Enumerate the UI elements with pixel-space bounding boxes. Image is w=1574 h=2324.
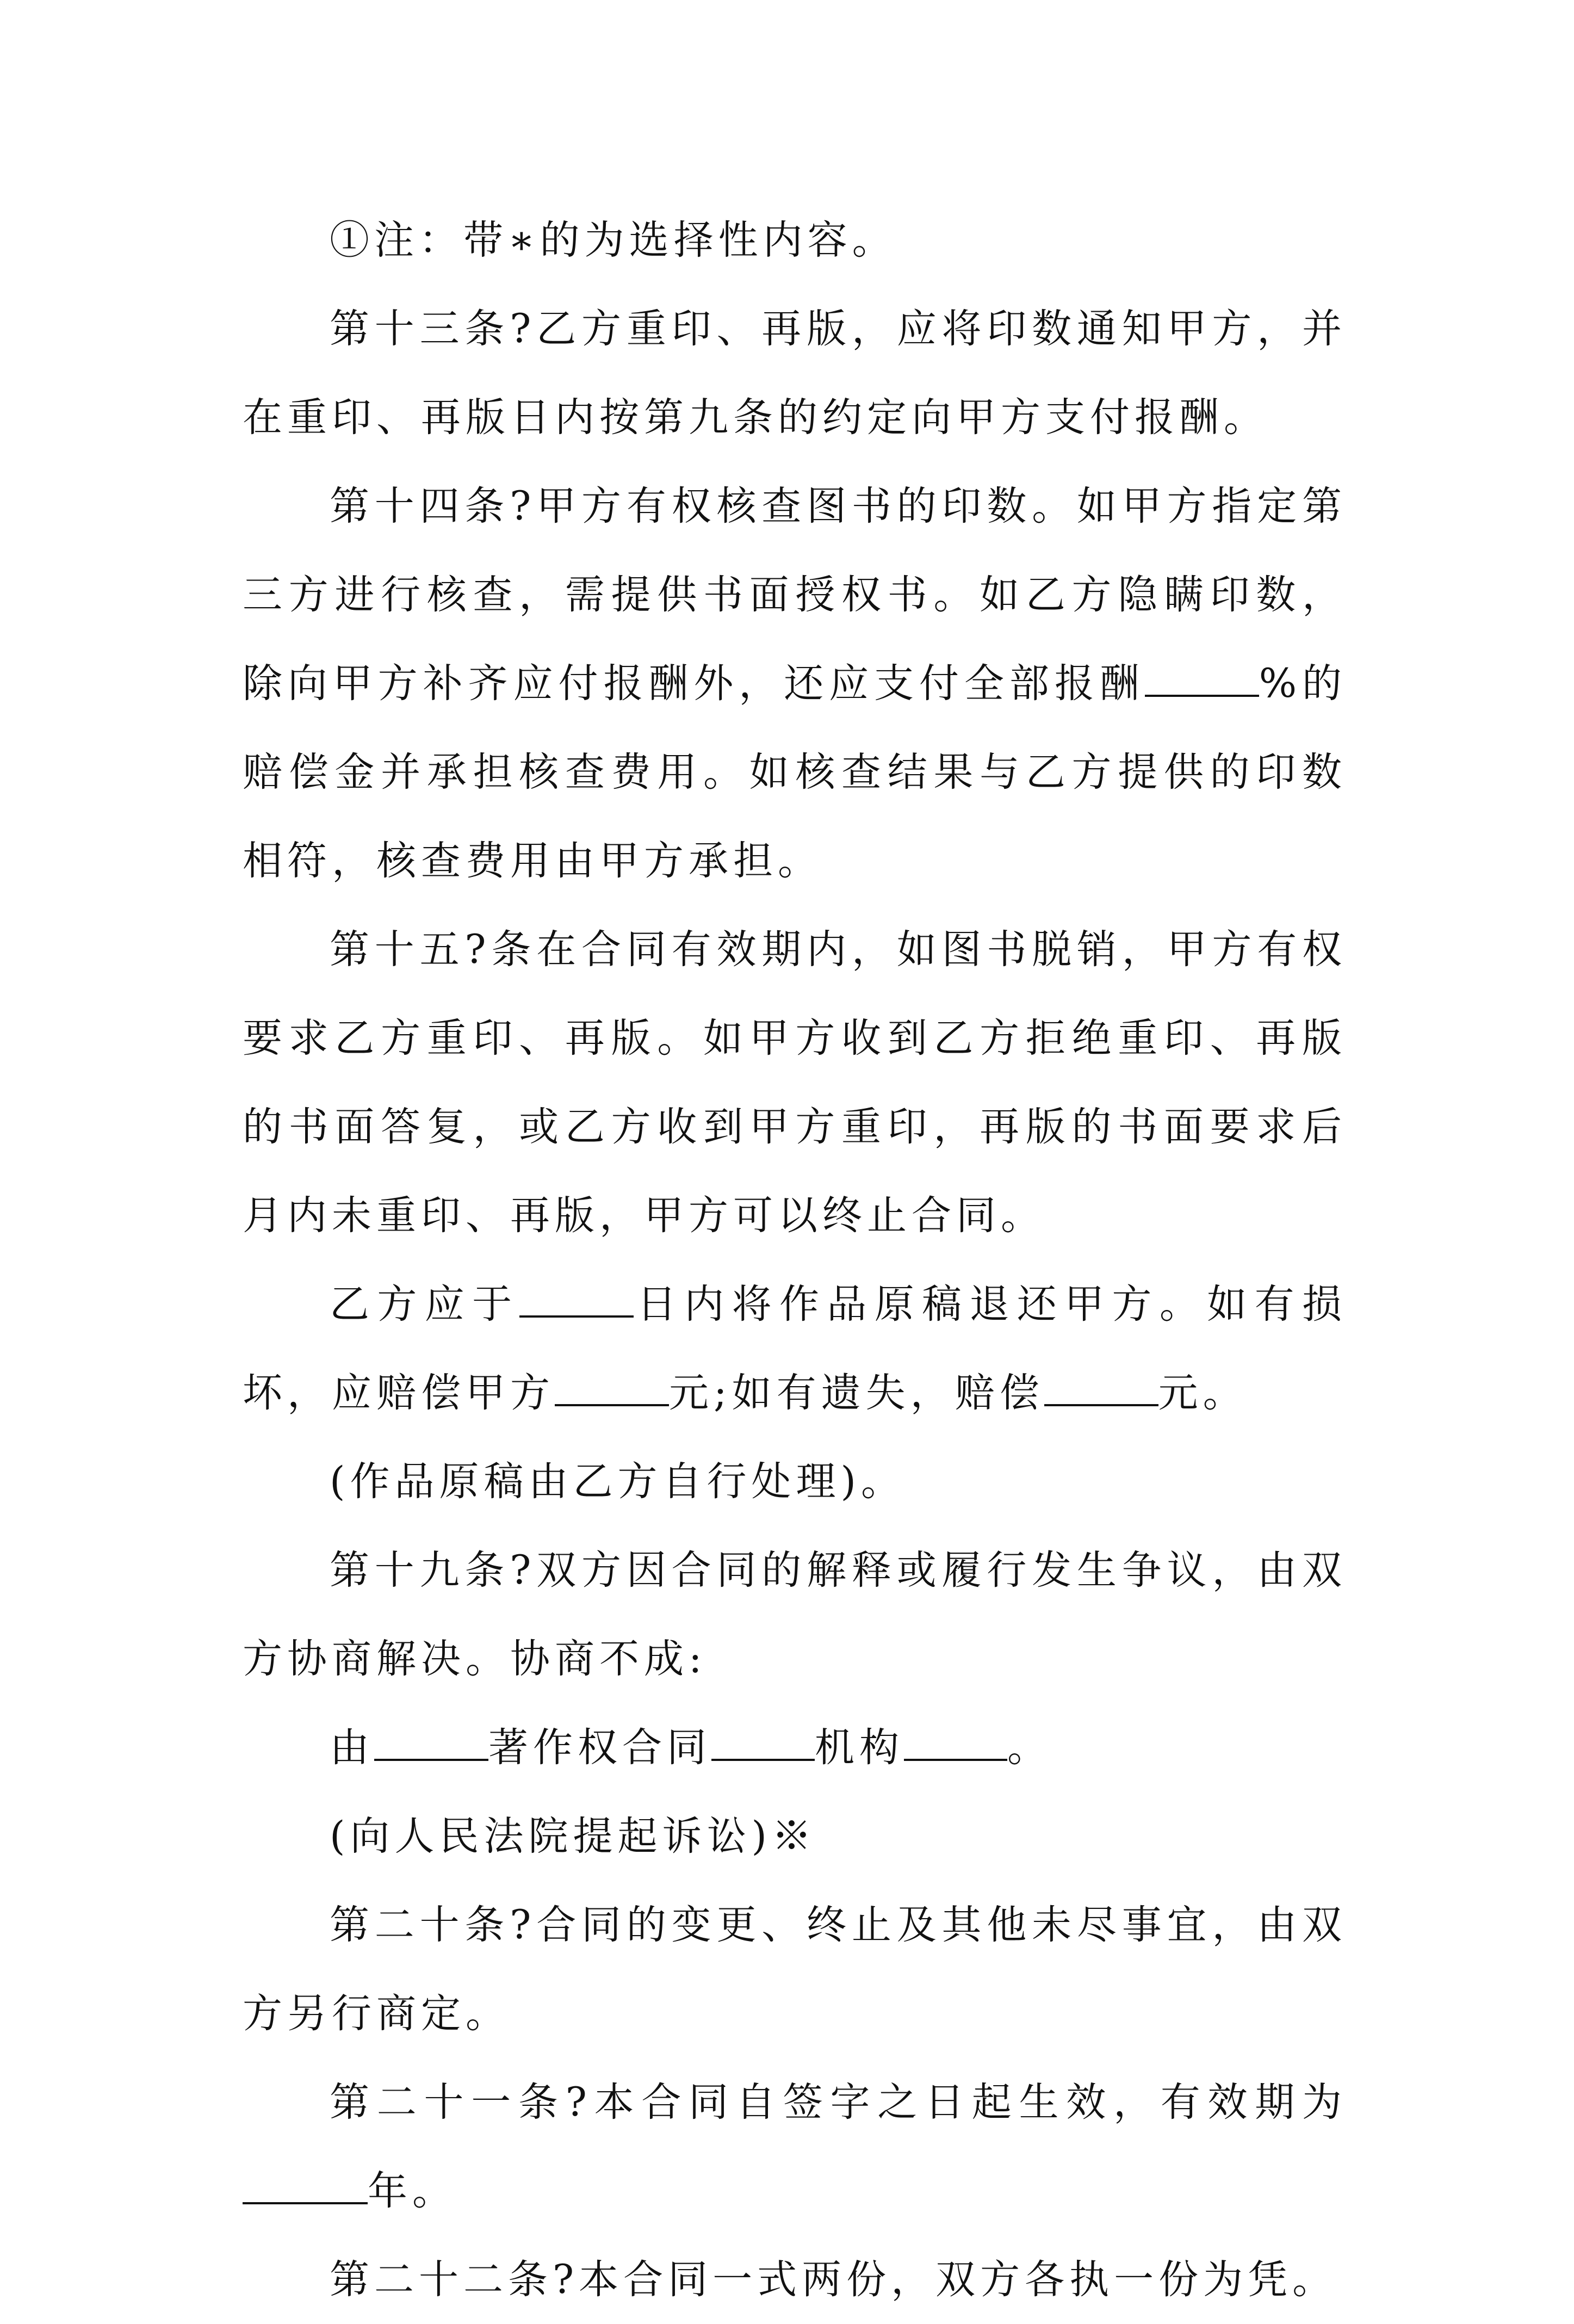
document-page [243,196,1347,2324]
manuscript-text-b: 日内将作品原稿退还甲方。如有损坏，应赔偿甲方 [243,1281,1347,1416]
article-14-text-a: 第十四条?甲方有权核查图书的印数。如甲方指定第三方进行核查，需提供书面授权书。如乙方隐瞒印数，除向甲方补齐应付报酬外，还应支付全部报酬 [243,483,1347,707]
arbitration-paragraph [243,1703,1347,1792]
arbitration-institution-blank [904,1727,1007,1761]
manuscript-text-c: 元;如有遗失，赔偿 [669,1370,1044,1416]
litigation-paragraph [243,1792,1347,1881]
note-paragraph [243,196,1347,285]
article-20-text: 第二十条?合同的变更、终止及其他未尽事宜，由双方另行商定。 [243,1902,1347,2037]
arbitration-type-blank [711,1727,815,1761]
arbitration-text-b: 著作权合同 [488,1725,711,1771]
damage-amount-blank [555,1373,669,1406]
article-15-text: 第十五?条在合同有效期内，如图书脱销，甲方有权要求乙方重印、再版。如甲方收到乙方拒绝重印、再版的书面答复，或乙方收到甲方重印，再版的书面要求后月内未重印、再版，甲方可以终止合同。 [243,926,1347,1239]
article-21-text-a: 第二十一条?本合同自签字之日起生效，有效期为 [330,2079,1347,2125]
manuscript-option-paragraph [243,1437,1347,1526]
litigation-text: (向人民法院提起诉讼)※ [330,1813,816,1859]
article-22-text: 第二十二条?本合同一式两份，双方各执一份为凭。 [330,2257,1337,2303]
loss-amount-blank [1044,1373,1158,1406]
manuscript-return-paragraph [243,1260,1347,1437]
manuscript-option-text: (作品原稿由乙方自行处理)。 [330,1458,906,1505]
article-13-text: 第十三条?乙方重印、再版，应将印数通知甲方，并在重印、再版日内按第九条的约定向甲方支付报酬。 [243,306,1347,441]
article-13-paragraph [243,285,1347,462]
validity-years-blank-continued [324,2171,368,2204]
return-days-blank [519,1284,634,1318]
validity-years-blank [243,2171,324,2204]
article-22-paragraph [243,2235,1347,2324]
article-14-paragraph [243,462,1347,905]
arbitration-text-c: 机构 [815,1725,904,1771]
arbitration-party-blank [374,1727,488,1761]
arbitration-text-a: 由 [330,1725,374,1771]
manuscript-text-d: 元。 [1158,1370,1248,1416]
article-19-paragraph [243,1526,1347,1703]
article-19-text: 第十九条?双方因合同的解释或履行发生争议，由双方协商解决。协商不成: [243,1547,1347,1682]
article-15-paragraph [243,905,1347,1260]
manuscript-text-a: 乙方应于 [330,1281,520,1327]
article-20-paragraph [243,1881,1347,2058]
article-21-text-b: 年。 [368,2168,457,2214]
note-text: ①注：带∗的为选择性内容。 [330,217,897,263]
compensation-percent-blank [1145,663,1259,697]
arbitration-text-d: 。 [1007,1725,1052,1771]
article-21-paragraph [243,2058,1347,2235]
article-14-text-b: %的赔偿金并承担核查费用。如核查结果与乙方提供的印数相符，核查费用由甲方承担。 [243,660,1347,884]
